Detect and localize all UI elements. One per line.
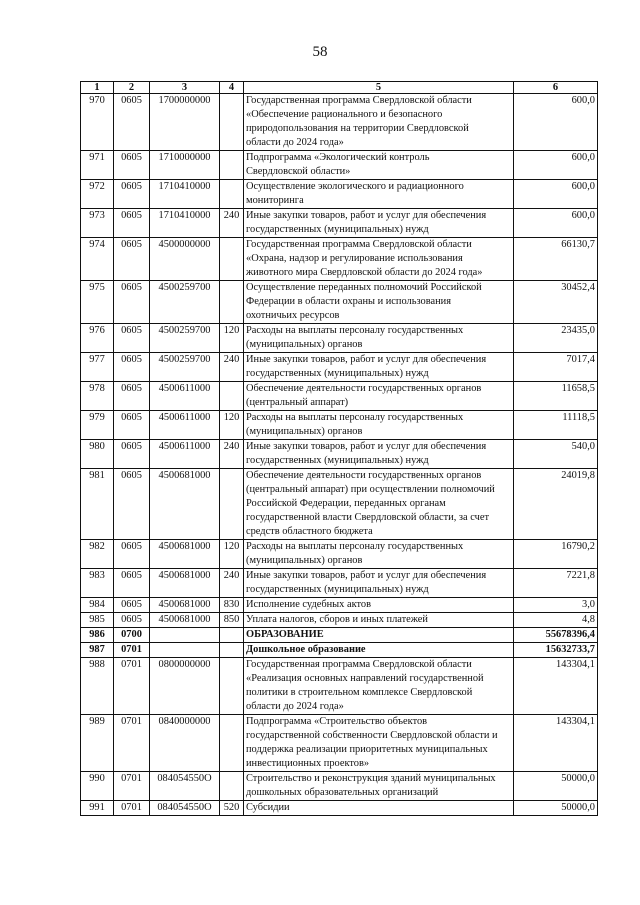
section-code: 0605	[114, 180, 150, 209]
section-code: 0605	[114, 569, 150, 598]
section-code: 0605	[114, 353, 150, 382]
table-row	[81, 180, 598, 209]
table-row	[81, 598, 598, 613]
expense-type-code	[220, 715, 244, 772]
table-row	[81, 209, 598, 238]
table-row	[81, 613, 598, 628]
item-name: Исполнение судебных актов	[244, 598, 514, 613]
table-row	[81, 628, 598, 643]
section-code: 0700	[114, 628, 150, 643]
item-name: Иные закупки товаров, работ и услуг для обеспечения государственных (муниципальных) нужд	[244, 353, 514, 382]
section-code: 0701	[114, 772, 150, 801]
item-name: Расходы на выплаты персоналу государственных (муниципальных) органов	[244, 324, 514, 353]
row-number: 982	[81, 540, 114, 569]
section-code: 0605	[114, 469, 150, 540]
table-row	[81, 94, 598, 151]
header-col-5: 5	[244, 82, 514, 94]
expense-type-code	[220, 180, 244, 209]
row-number: 973	[81, 209, 114, 238]
item-sum: 143304,1	[514, 658, 598, 715]
article-code: 4500681000	[150, 613, 220, 628]
section-code: 0605	[114, 209, 150, 238]
row-number: 988	[81, 658, 114, 715]
section-code: 0605	[114, 598, 150, 613]
item-sum: 3,0	[514, 598, 598, 613]
item-name: Расходы на выплаты персоналу государственных (муниципальных) органов	[244, 540, 514, 569]
article-code: 1700000000	[150, 94, 220, 151]
item-name: Иные закупки товаров, работ и услуг для обеспечения государственных (муниципальных) нужд	[244, 569, 514, 598]
row-number: 987	[81, 643, 114, 658]
page-number: 58	[312, 44, 328, 60]
article-code: 4500681000	[150, 598, 220, 613]
table-body	[81, 94, 598, 816]
item-name: Подпрограмма «Экологический контроль Свердловской области»	[244, 151, 514, 180]
item-sum: 7017,4	[514, 353, 598, 382]
section-code: 0605	[114, 613, 150, 628]
article-code: 1710000000	[150, 151, 220, 180]
header-col-3: 3	[150, 82, 220, 94]
item-sum: 7221,8	[514, 569, 598, 598]
article-code: 4500681000	[150, 569, 220, 598]
expense-type-code	[220, 658, 244, 715]
article-code	[150, 628, 220, 643]
expense-type-code	[220, 382, 244, 411]
item-sum: 55678396,4	[514, 628, 598, 643]
expense-type-code: 240	[220, 209, 244, 238]
article-code: 4500611000	[150, 440, 220, 469]
article-code: 4500681000	[150, 540, 220, 569]
section-code: 0605	[114, 324, 150, 353]
row-number: 972	[81, 180, 114, 209]
expense-type-code: 120	[220, 411, 244, 440]
table-header-row	[81, 82, 598, 94]
section-code: 0605	[114, 281, 150, 324]
item-name: Строительство и реконструкция зданий муниципальных дошкольных образовательных организаций	[244, 772, 514, 801]
item-name: Обеспечение деятельности государственных органов (центральный аппарат)	[244, 382, 514, 411]
row-number: 970	[81, 94, 114, 151]
row-number: 989	[81, 715, 114, 772]
item-name: Осуществление экологического и радиационного мониторинга	[244, 180, 514, 209]
table-row	[81, 353, 598, 382]
row-number: 980	[81, 440, 114, 469]
item-sum: 15632733,7	[514, 643, 598, 658]
section-code: 0701	[114, 715, 150, 772]
table-row	[81, 440, 598, 469]
item-sum: 4,8	[514, 613, 598, 628]
expense-type-code: 240	[220, 569, 244, 598]
section-code: 0605	[114, 411, 150, 440]
table-row	[81, 281, 598, 324]
section-code: 0605	[114, 94, 150, 151]
table-row	[81, 151, 598, 180]
article-code: 4500259700	[150, 281, 220, 324]
table-row	[81, 643, 598, 658]
article-code: 4500259700	[150, 324, 220, 353]
item-sum: 16790,2	[514, 540, 598, 569]
expense-type-code: 240	[220, 440, 244, 469]
section-code: 0701	[114, 801, 150, 816]
expense-type-code: 240	[220, 353, 244, 382]
expense-type-code: 120	[220, 324, 244, 353]
header-col-1: 1	[81, 82, 114, 94]
expense-type-code	[220, 643, 244, 658]
row-number: 978	[81, 382, 114, 411]
table-row	[81, 469, 598, 540]
expense-type-code	[220, 94, 244, 151]
section-code: 0605	[114, 238, 150, 281]
table-row	[81, 411, 598, 440]
article-code: 4500611000	[150, 382, 220, 411]
item-sum: 24019,8	[514, 469, 598, 540]
item-name: Обеспечение деятельности государственных органов (центральный аппарат) при осуществлении полномочий Российской Федерации, переданных органам государственной власти Свердловской области, за счет средств областного бюджета	[244, 469, 514, 540]
item-sum: 66130,7	[514, 238, 598, 281]
section-code: 0605	[114, 382, 150, 411]
expense-type-code	[220, 772, 244, 801]
article-code: 4500259700	[150, 353, 220, 382]
item-name: Дошкольное образование	[244, 643, 514, 658]
table-row	[81, 324, 598, 353]
article-code: 084054550О	[150, 772, 220, 801]
item-sum: 600,0	[514, 180, 598, 209]
table-row	[81, 772, 598, 801]
article-code	[150, 643, 220, 658]
table-row	[81, 238, 598, 281]
table-row	[81, 569, 598, 598]
row-number: 975	[81, 281, 114, 324]
section-code: 0701	[114, 643, 150, 658]
section-code: 0701	[114, 658, 150, 715]
item-name: Государственная программа Свердловской области «Обеспечение рационального и безопасного природопользования на территории Свердловской области до 2024 года»	[244, 94, 514, 151]
item-sum: 600,0	[514, 209, 598, 238]
row-number: 990	[81, 772, 114, 801]
item-sum: 600,0	[514, 94, 598, 151]
article-code: 0840000000	[150, 715, 220, 772]
row-number: 985	[81, 613, 114, 628]
row-number: 977	[81, 353, 114, 382]
expense-type-code: 830	[220, 598, 244, 613]
header-col-4: 4	[220, 82, 244, 94]
expense-type-code: 120	[220, 540, 244, 569]
article-code: 0800000000	[150, 658, 220, 715]
row-number: 986	[81, 628, 114, 643]
item-name: Государственная программа Свердловской области «Охрана, надзор и регулирование использования животного мира Свердловской области до 2024 года»	[244, 238, 514, 281]
table-row	[81, 540, 598, 569]
item-name: Подпрограмма «Строительство объектов государственной собственности Свердловской области и поддержка реализации приоритетных муниципальных инвестиционных проектов»	[244, 715, 514, 772]
expense-type-code	[220, 628, 244, 643]
article-code: 4500681000	[150, 469, 220, 540]
item-sum: 50000,0	[514, 772, 598, 801]
expense-type-code: 520	[220, 801, 244, 816]
item-sum: 50000,0	[514, 801, 598, 816]
row-number: 971	[81, 151, 114, 180]
budget-table	[80, 81, 598, 816]
header-col-2: 2	[114, 82, 150, 94]
article-code: 1710410000	[150, 209, 220, 238]
item-name: Иные закупки товаров, работ и услуг для обеспечения государственных (муниципальных) нужд	[244, 440, 514, 469]
item-sum: 30452,4	[514, 281, 598, 324]
item-sum: 11118,5	[514, 411, 598, 440]
item-name: ОБРАЗОВАНИЕ	[244, 628, 514, 643]
item-sum: 23435,0	[514, 324, 598, 353]
section-code: 0605	[114, 151, 150, 180]
item-name: Субсидии	[244, 801, 514, 816]
item-name: Осуществление переданных полномочий Российской Федерации в области охраны и использования охотничьих ресурсов	[244, 281, 514, 324]
expense-type-code: 850	[220, 613, 244, 628]
article-code: 4500611000	[150, 411, 220, 440]
expense-type-code	[220, 281, 244, 324]
table-row	[81, 658, 598, 715]
row-number: 983	[81, 569, 114, 598]
article-code: 4500000000	[150, 238, 220, 281]
row-number: 984	[81, 598, 114, 613]
article-code: 084054550О	[150, 801, 220, 816]
table-row	[81, 382, 598, 411]
header-col-6: 6	[514, 82, 598, 94]
item-sum: 540,0	[514, 440, 598, 469]
row-number: 976	[81, 324, 114, 353]
item-name: Иные закупки товаров, работ и услуг для обеспечения государственных (муниципальных) нужд	[244, 209, 514, 238]
item-sum: 11658,5	[514, 382, 598, 411]
expense-type-code	[220, 238, 244, 281]
row-number: 991	[81, 801, 114, 816]
section-code: 0605	[114, 540, 150, 569]
item-name: Уплата налогов, сборов и иных платежей	[244, 613, 514, 628]
row-number: 981	[81, 469, 114, 540]
table-row	[81, 715, 598, 772]
table-row	[81, 801, 598, 816]
article-code: 1710410000	[150, 180, 220, 209]
row-number: 974	[81, 238, 114, 281]
item-sum: 143304,1	[514, 715, 598, 772]
row-number: 979	[81, 411, 114, 440]
item-sum: 600,0	[514, 151, 598, 180]
expense-type-code	[220, 151, 244, 180]
expense-type-code	[220, 469, 244, 540]
item-name: Расходы на выплаты персоналу государственных (муниципальных) органов	[244, 411, 514, 440]
item-name: Государственная программа Свердловской области «Реализация основных направлений государственной политики в строительном комплексе Свердловской области до 2024 года»	[244, 658, 514, 715]
section-code: 0605	[114, 440, 150, 469]
